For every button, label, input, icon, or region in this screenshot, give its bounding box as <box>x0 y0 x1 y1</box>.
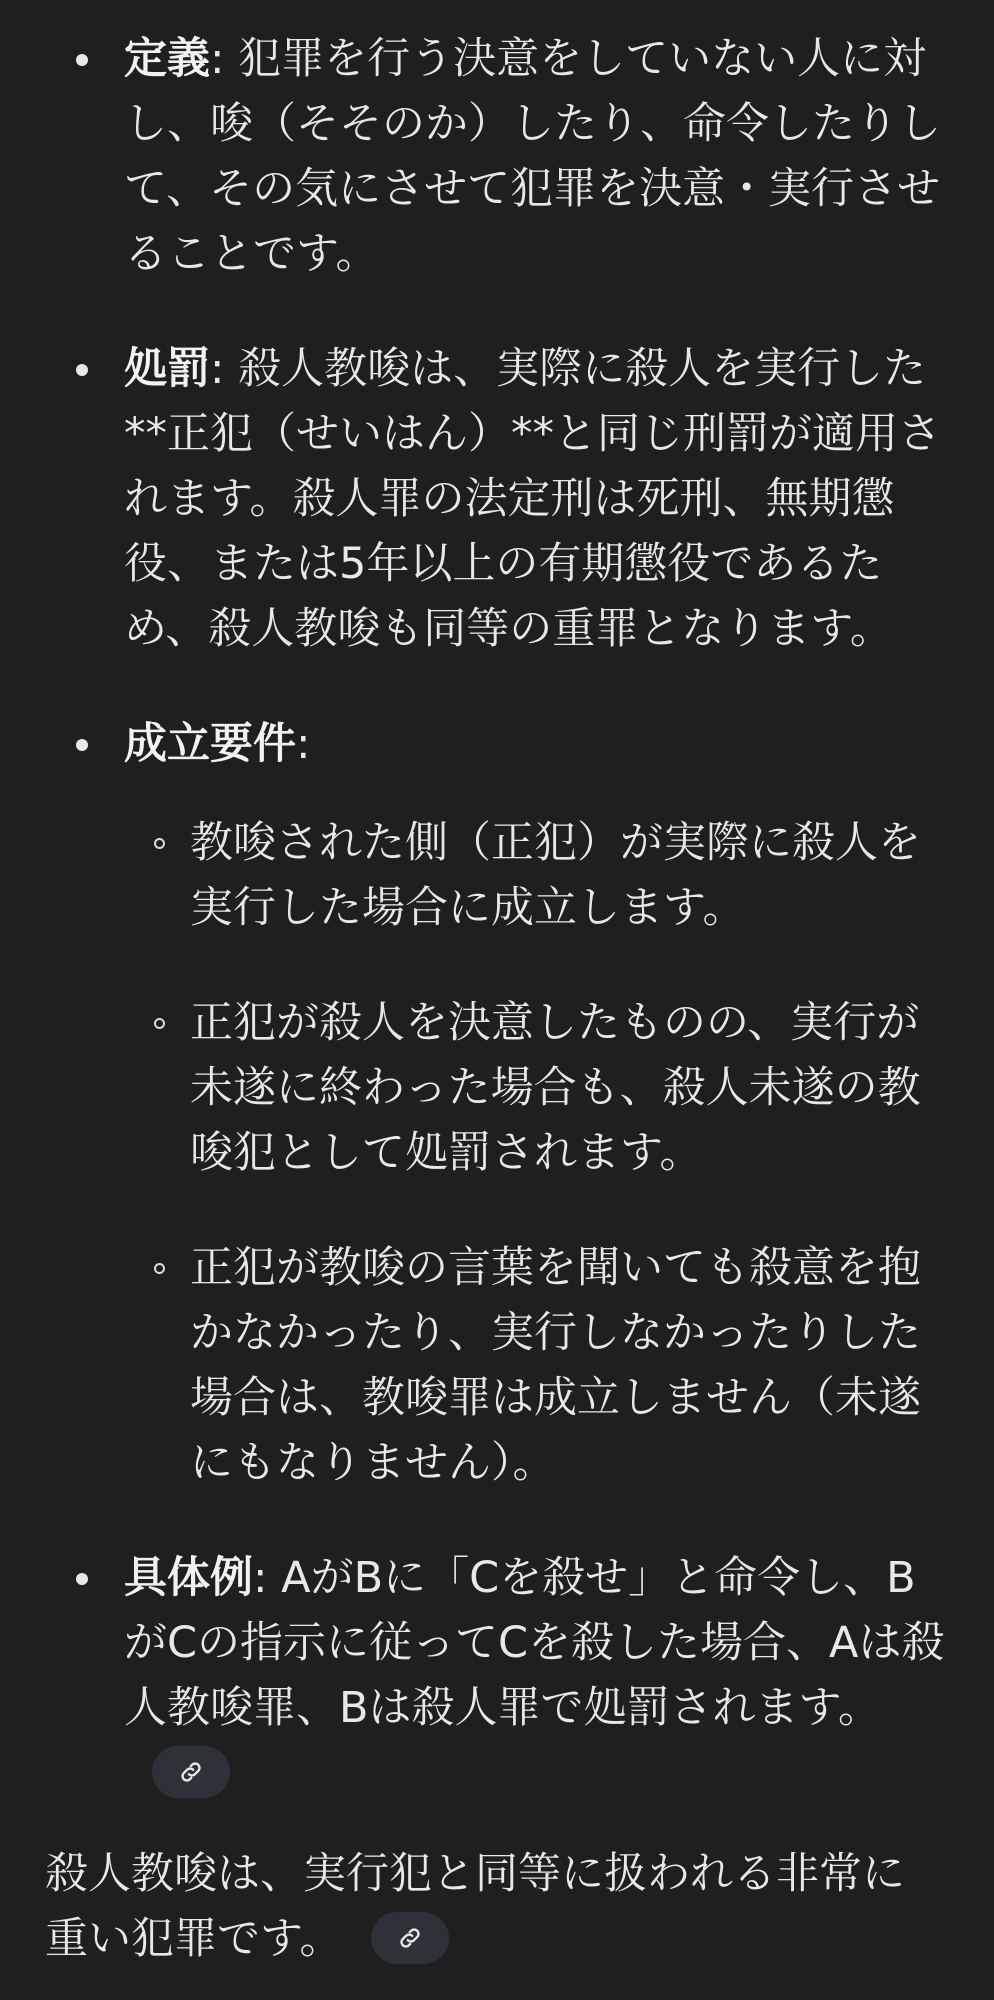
bullet-dot <box>76 54 88 66</box>
sub-item-text: 教唆された側（正犯）が実際に殺人を実行した場合に成立します。 <box>190 818 921 933</box>
list-item-definition <box>0 27 994 287</box>
source-link-button[interactable] <box>152 1746 230 1798</box>
link-icon <box>178 1759 204 1785</box>
sub-list-item <box>124 811 954 941</box>
sub-item-text: 正犯が教唆の言葉を聞いても殺意を抱かなかったり、実行しなかったりした場合は、教唆罪は成立しません（未遂にもなりません）。 <box>190 1243 921 1488</box>
item-text: : 犯罪を行う決意をしていない人に対し、唆（そそのか）したり、命令したりして、その気にさせて犯罪を決意・実行させることです。 <box>124 34 941 279</box>
link-icon <box>397 1925 423 1951</box>
bullet-dot <box>76 364 88 376</box>
item-text: : AがBに「Cを殺せ」と命令し、BがCの指示に従ってCを殺した場合、Aは殺人教唆罪、Bは殺人罪で処罰されます。 <box>124 1553 945 1733</box>
list-item-example <box>0 1546 994 1806</box>
item-label: 具体例 <box>124 1553 253 1603</box>
list-item-punishment <box>0 337 994 662</box>
item-label: 処罰 <box>124 344 210 394</box>
item-text: : <box>296 719 311 769</box>
sub-bullet-circle <box>154 1263 165 1274</box>
item-label: 定義 <box>124 34 210 84</box>
source-link-button[interactable] <box>371 1912 449 1964</box>
requirements-sub-list <box>124 811 954 1496</box>
sub-list-item <box>124 991 954 1186</box>
bullet-dot <box>76 1573 88 1585</box>
item-text: : 殺人教唆は、実際に殺人を実行した**正犯（せいはん）**と同じ刑罰が適用されます。殺人罪の法定刑は死刑、無期懲役、または5年以上の有期懲役であるため、殺人教唆も同等の重罪となります。 <box>124 344 941 654</box>
sub-bullet-circle <box>154 838 165 849</box>
item-label: 成立要件 <box>124 719 296 769</box>
sub-item-text: 正犯が殺人を決意したものの、実行が未遂に終わった場合も、殺人未遂の教唆犯として処罰されます。 <box>190 998 921 1178</box>
sub-list-item <box>124 1236 954 1496</box>
list-item-requirements <box>0 712 994 1496</box>
summary-paragraph <box>45 1842 945 1972</box>
answer-bullet-list <box>0 27 994 1856</box>
summary-text: 殺人教唆は、実行犯と同等に扱われる非常に重い犯罪です。 <box>45 1849 905 1964</box>
sub-bullet-circle <box>154 1018 165 1029</box>
bullet-dot <box>76 739 88 751</box>
